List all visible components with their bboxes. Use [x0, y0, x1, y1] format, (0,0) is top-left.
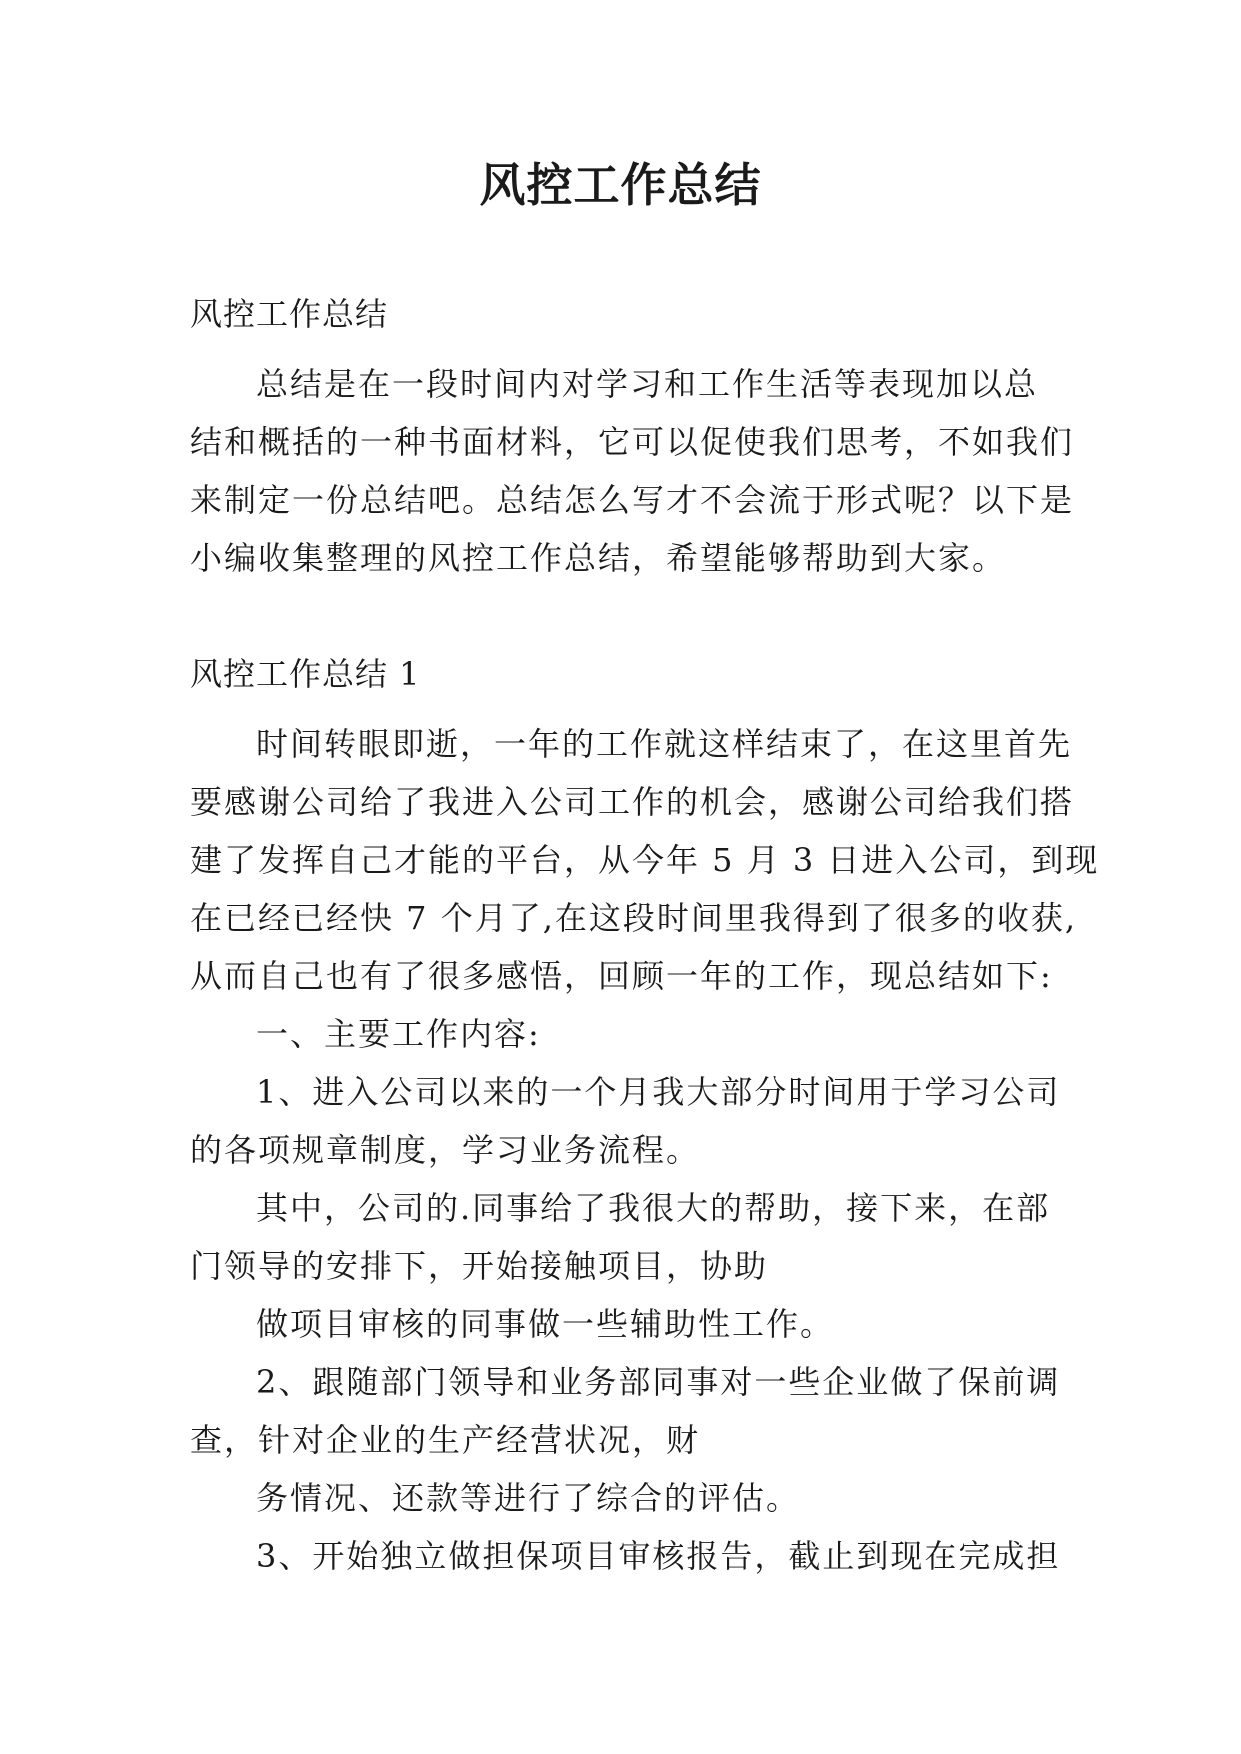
text-line: 一、主要工作内容: [256, 1015, 541, 1053]
text-line: 1、进入公司以来的一个月我大部分时间用于学习公司 [256, 1073, 1061, 1111]
text-line: 的各项规章制度，学习业务流程。 [190, 1131, 701, 1169]
document-body [190, 285, 1100, 1585]
text-line: 查，针对企业的生产经营状况，财 [190, 1421, 701, 1459]
text-line: 小编收集整理的风控工作总结，希望能够帮助到大家。 [190, 539, 1007, 577]
text-line: 务情况、还款等进行了综合的评估。 [256, 1479, 801, 1517]
text-line: 做项目审核的同事做一些辅助性工作。 [256, 1305, 835, 1343]
page-title: 风控工作总结 [479, 158, 762, 212]
text-line: 2、跟随部门领导和业务部同事对一些企业做了保前调 [256, 1363, 1061, 1401]
text-line: 3、开始独立做担保项目审核报告，截止到现在完成担 [256, 1537, 1061, 1575]
section-1-heading: 风控工作总结 1 [190, 655, 421, 693]
text-line: 从而自己也有了很多感悟，回顾一年的工作，现总结如下: [190, 957, 1053, 995]
text-line: 来制定一份总结吧。总结怎么写才不会流于形式呢？以下是 [190, 481, 1075, 519]
text-line: 要感谢公司给了我进入公司工作的机会，感谢公司给我们搭 [190, 783, 1075, 821]
text-line: 总结是在一段时间内对学习和工作生活等表现加以总 [256, 365, 1039, 403]
text-line: 结和概括的一种书面材料，它可以促使我们思考，不如我们 [190, 423, 1075, 461]
text-line: 时间转眼即逝，一年的工作就这样结束了，在这里首先 [256, 725, 1073, 763]
text-line: 门领导的安排下，开始接触项目，协助 [190, 1247, 769, 1285]
text-line: 建了发挥自己才能的平台，从今年 5 月 3 日进入公司，到现 [190, 841, 1100, 879]
text-line: 在已经已经快 7 个月了,在这段时间里我得到了很多的收获, [190, 899, 1078, 937]
intro-paragraph [190, 355, 1075, 587]
section-1-body [190, 715, 1100, 1585]
text-line: 其中，公司的.同事给了我很大的帮助，接下来，在部 [256, 1189, 1051, 1227]
doc-subtitle: 风控工作总结 [190, 295, 389, 333]
